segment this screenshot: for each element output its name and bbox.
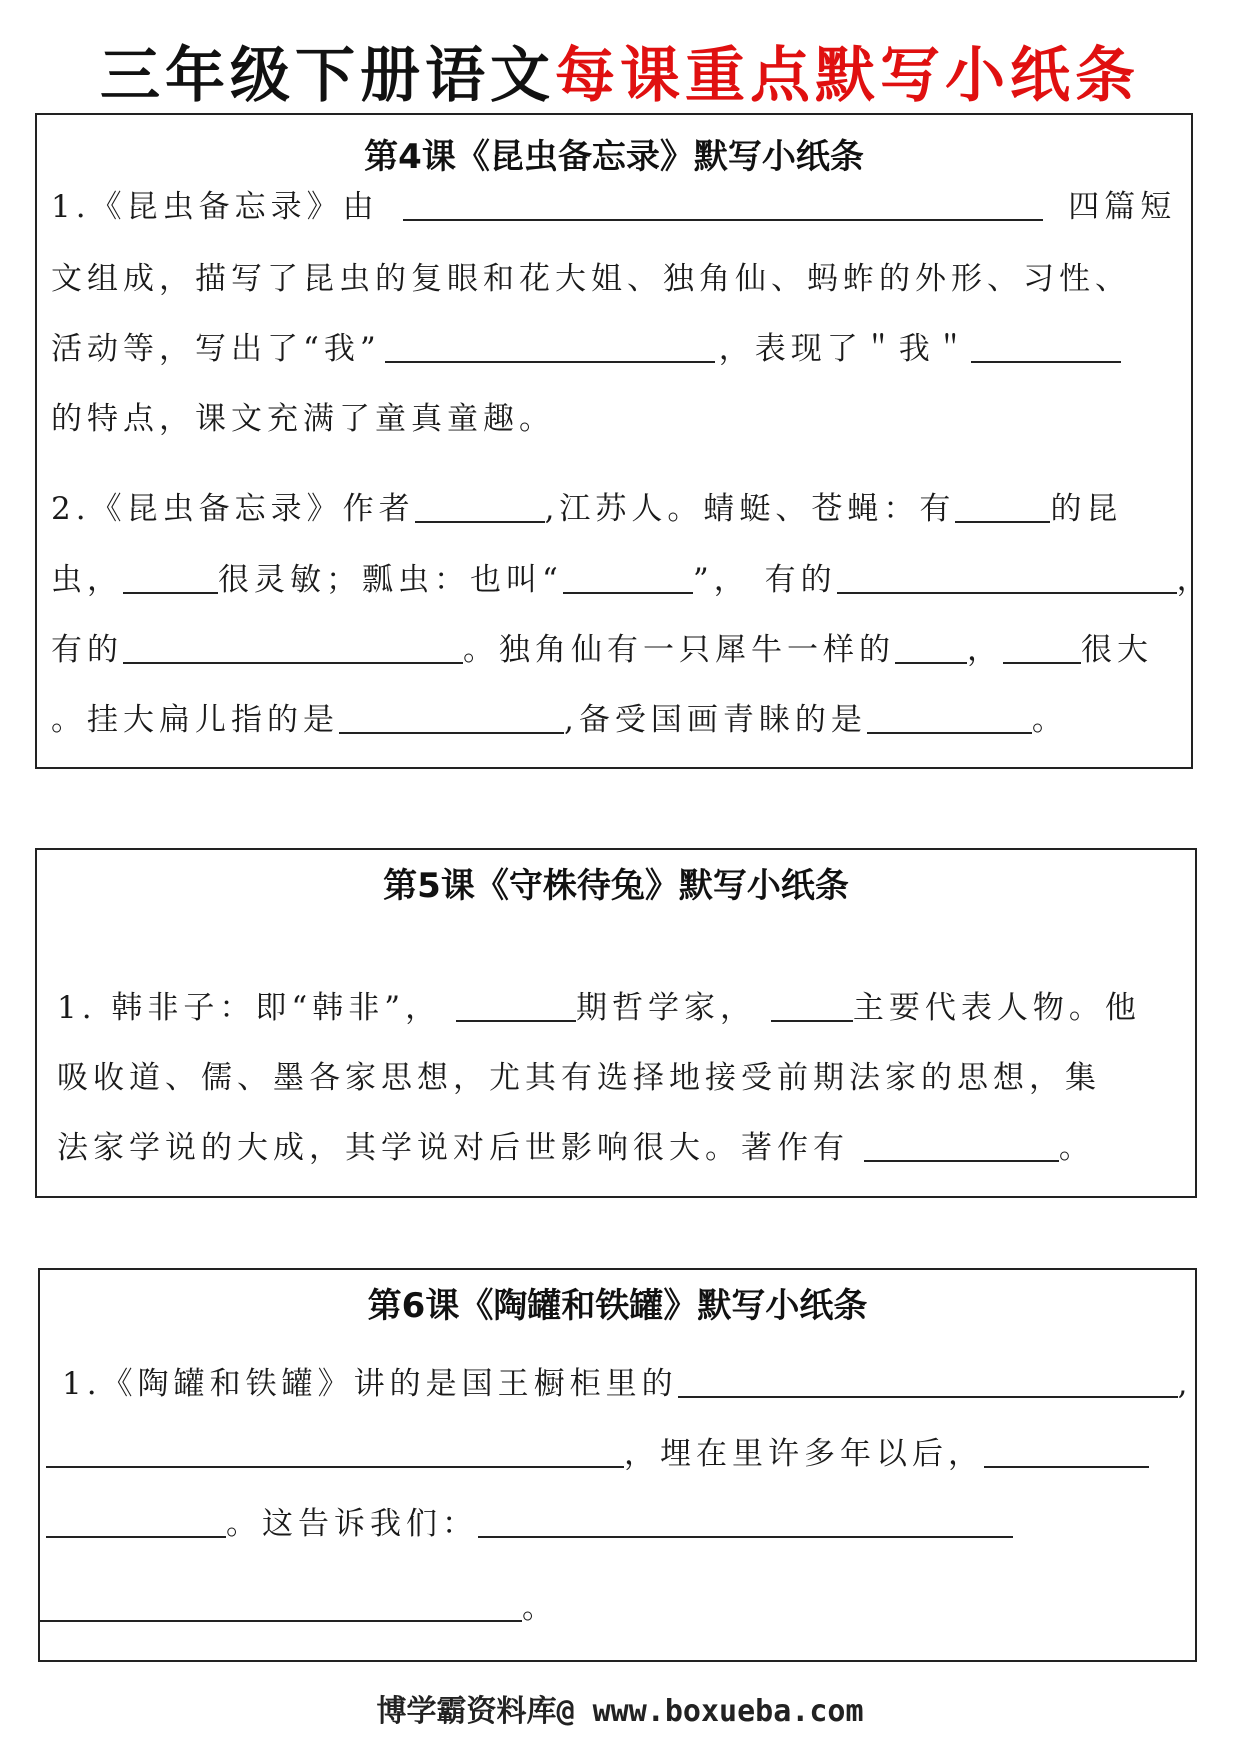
lesson4-q2-text-n: ,备受国画青睐的是 [564, 702, 867, 738]
lesson4-q2-blank-2[interactable] [955, 489, 1050, 523]
lesson4-q1-text-a: 1.《昆虫备忘录》由 [51, 189, 379, 225]
lesson4-q2-text-m: 。挂大扁儿指的是 [51, 702, 339, 738]
page-title [0, 36, 1240, 116]
lesson4-q2-blank-9[interactable] [339, 700, 564, 734]
lesson4-q2-blank-author[interactable] [415, 489, 545, 523]
lesson6-q1-blank-3[interactable] [984, 1434, 1149, 1468]
lesson5-q1-line1 [57, 986, 1141, 1030]
lesson6-q1-text-b: , [1177, 1366, 1193, 1402]
lesson4-q1-blank-3[interactable] [971, 329, 1121, 363]
lesson6-q1-text-e: 。 [522, 1590, 558, 1626]
lesson6-card [38, 1268, 1197, 1662]
lesson4-q2-blank-8[interactable] [1003, 630, 1081, 664]
lesson5-q1-text-c: 主要代表人物。他 [852, 990, 1141, 1026]
lesson4-q1-text-e: ，表现了＂我＂ [718, 331, 971, 367]
lesson5-q1-line2 [57, 1056, 1101, 1100]
lesson4-q2-text-b: ,江苏人。蜻蜓、苍蝇：有 [544, 491, 956, 527]
lesson4-q1-line4 [51, 397, 555, 441]
lesson4-q1-text-b: 四篇短 [1068, 189, 1177, 225]
lesson4-q2-line4 [51, 698, 1068, 742]
lesson4-q1-line1 [51, 185, 1176, 229]
lesson6-q1-line2 [46, 1432, 1149, 1476]
lesson4-q2-text-i: 有的 [51, 632, 123, 668]
lesson4-q2-blank-7[interactable] [895, 630, 967, 664]
lesson6-q1-line4 [40, 1586, 558, 1630]
lesson5-q1-text-b: 期哲学家， [576, 990, 756, 1026]
lesson6-q1-blank-1[interactable] [678, 1364, 1178, 1398]
title-red-part: 每课重点默写小纸条 [555, 41, 1140, 111]
lesson6-q1-line3 [46, 1502, 1013, 1546]
lesson6-q1-text-a: 1.《陶罐和铁罐》讲的是国王橱柜里的 [62, 1366, 678, 1402]
lesson5-q1-blank-2[interactable] [771, 988, 853, 1022]
lesson4-q1-line3 [51, 327, 1121, 371]
lesson4-card [35, 113, 1213, 769]
lesson5-card [35, 848, 1197, 1198]
lesson4-q2-text-g: 有的 [764, 562, 837, 598]
footer-watermark: 博学霸资料库@ www.boxueba.com [376, 1694, 864, 1729]
lesson4-q2-blank-3[interactable] [123, 560, 218, 594]
lesson4-q2-line3 [51, 628, 1153, 672]
lesson4-q2-line2 [51, 558, 1213, 602]
lesson5-q1-text-a: 1. 韩非子：即“韩非”， [57, 990, 442, 1026]
lesson4-q2-text-j: 。独角仙有一只犀牛一样的 [463, 632, 895, 668]
lesson5-q1-text-f: 。 [1058, 1130, 1095, 1166]
lesson5-title: 第5课《守株待兔》默写小纸条 [383, 866, 849, 906]
lesson4-q2-line1 [51, 487, 1122, 531]
lesson4-q2-text-e: 很灵敏；瓢虫：也叫“ [218, 562, 563, 598]
lesson4-q2-blank-5[interactable] [837, 560, 1177, 594]
lesson4-q2-text-c: 的昆 [1050, 491, 1123, 527]
lesson5-q1-blank-1[interactable] [456, 988, 576, 1022]
lesson4-q1-blank-2[interactable] [385, 329, 715, 363]
lesson4-title: 第4课《昆虫备忘录》默写小纸条 [364, 137, 864, 177]
lesson6-q1-blank-2[interactable] [46, 1434, 624, 1468]
lesson4-q2-blank-4[interactable] [563, 560, 693, 594]
lesson4-q2-text-h: ， [1176, 562, 1213, 598]
title-black-part: 三年级下册语文 [100, 41, 555, 111]
lesson4-q2-text-d: 虫， [51, 562, 123, 598]
lesson6-q1-text-d: 。这告诉我们： [226, 1506, 478, 1542]
lesson4-q2-text-l: 很大 [1081, 632, 1153, 668]
lesson4-q2-text-f: ”， [692, 562, 750, 598]
lesson6-q1-blank-4[interactable] [46, 1504, 226, 1538]
lesson4-q1-text-d: 活动等，写出了“我” [51, 331, 381, 367]
lesson6-q1-line1 [62, 1362, 1192, 1406]
lesson5-q1-blank-works[interactable] [864, 1128, 1059, 1162]
lesson4-q2-text-o: 。 [1031, 702, 1068, 738]
lesson4-q2-blank-6[interactable] [123, 630, 463, 664]
lesson4-q1-blank-1[interactable] [403, 187, 1043, 221]
lesson5-q1-text-e: 法家学说的大成，其学说对后世影响很大。著作有 [57, 1130, 849, 1166]
lesson5-q1-text-d: 吸收道、儒、墨各家思想，尤其有选择地接受前期法家的思想，集 [57, 1060, 1101, 1096]
lesson6-title: 第6课《陶罐和铁罐》默写小纸条 [367, 1286, 868, 1326]
lesson6-q1-blank-6[interactable] [40, 1588, 522, 1622]
lesson4-q2-text-k: ， [967, 632, 1003, 668]
lesson6-q1-blank-5[interactable] [478, 1504, 1013, 1538]
lesson4-q1-line2 [51, 257, 1131, 301]
lesson4-q2-text-a: 2.《昆虫备忘录》作者 [51, 491, 415, 527]
lesson5-q1-line3 [57, 1126, 1095, 1170]
lesson4-q2-blank-10[interactable] [867, 700, 1032, 734]
lesson4-q1-text-f: 的特点，课文充满了童真童趣。 [51, 401, 555, 437]
lesson4-q1-text-c: 文组成，描写了昆虫的复眼和花大姐、独角仙、蚂蚱的外形、习性、 [51, 261, 1131, 297]
lesson6-q1-text-c: ，埋在里许多年以后， [624, 1436, 984, 1472]
